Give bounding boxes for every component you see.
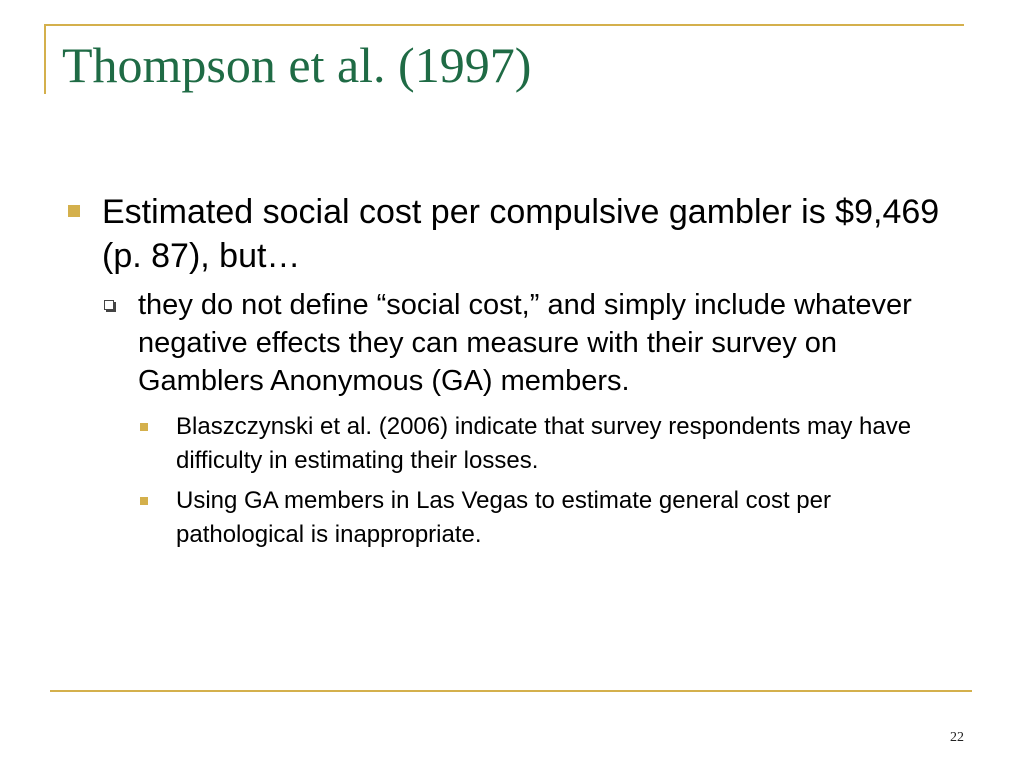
square-bullet-icon <box>140 497 148 505</box>
slide-body <box>62 190 962 558</box>
hollow-square-bullet-icon <box>104 300 114 310</box>
bullet-text: Using GA members in Las Vegas to estimate general cost per pathological is inappropriate. <box>176 487 831 548</box>
page-number: 22 <box>950 730 964 745</box>
bullet-level2 <box>62 286 962 400</box>
bullet-text: Estimated social cost per compulsive gambler is $9,469 (p. 87), but… <box>102 193 940 275</box>
bullet-text: they do not define “social cost,” and simply include whatever negative effects they can measure with their survey on Gamblers Anonymous (GA) members. <box>138 289 912 397</box>
square-bullet-icon <box>140 423 148 431</box>
bullet-text: Blaszczynski et al. (2006) indicate that survey respondents may have difficulty in estimating their losses. <box>176 413 912 474</box>
bullet-level3 <box>62 410 962 478</box>
square-bullet-icon <box>68 205 80 217</box>
slide-title: Thompson et al. (1997) <box>62 37 532 93</box>
bullet-level1 <box>62 190 962 278</box>
footer-rule <box>50 690 972 692</box>
bullet-level3 <box>62 484 962 552</box>
frame-top-rule <box>44 24 964 26</box>
frame-left-rule <box>44 24 46 94</box>
